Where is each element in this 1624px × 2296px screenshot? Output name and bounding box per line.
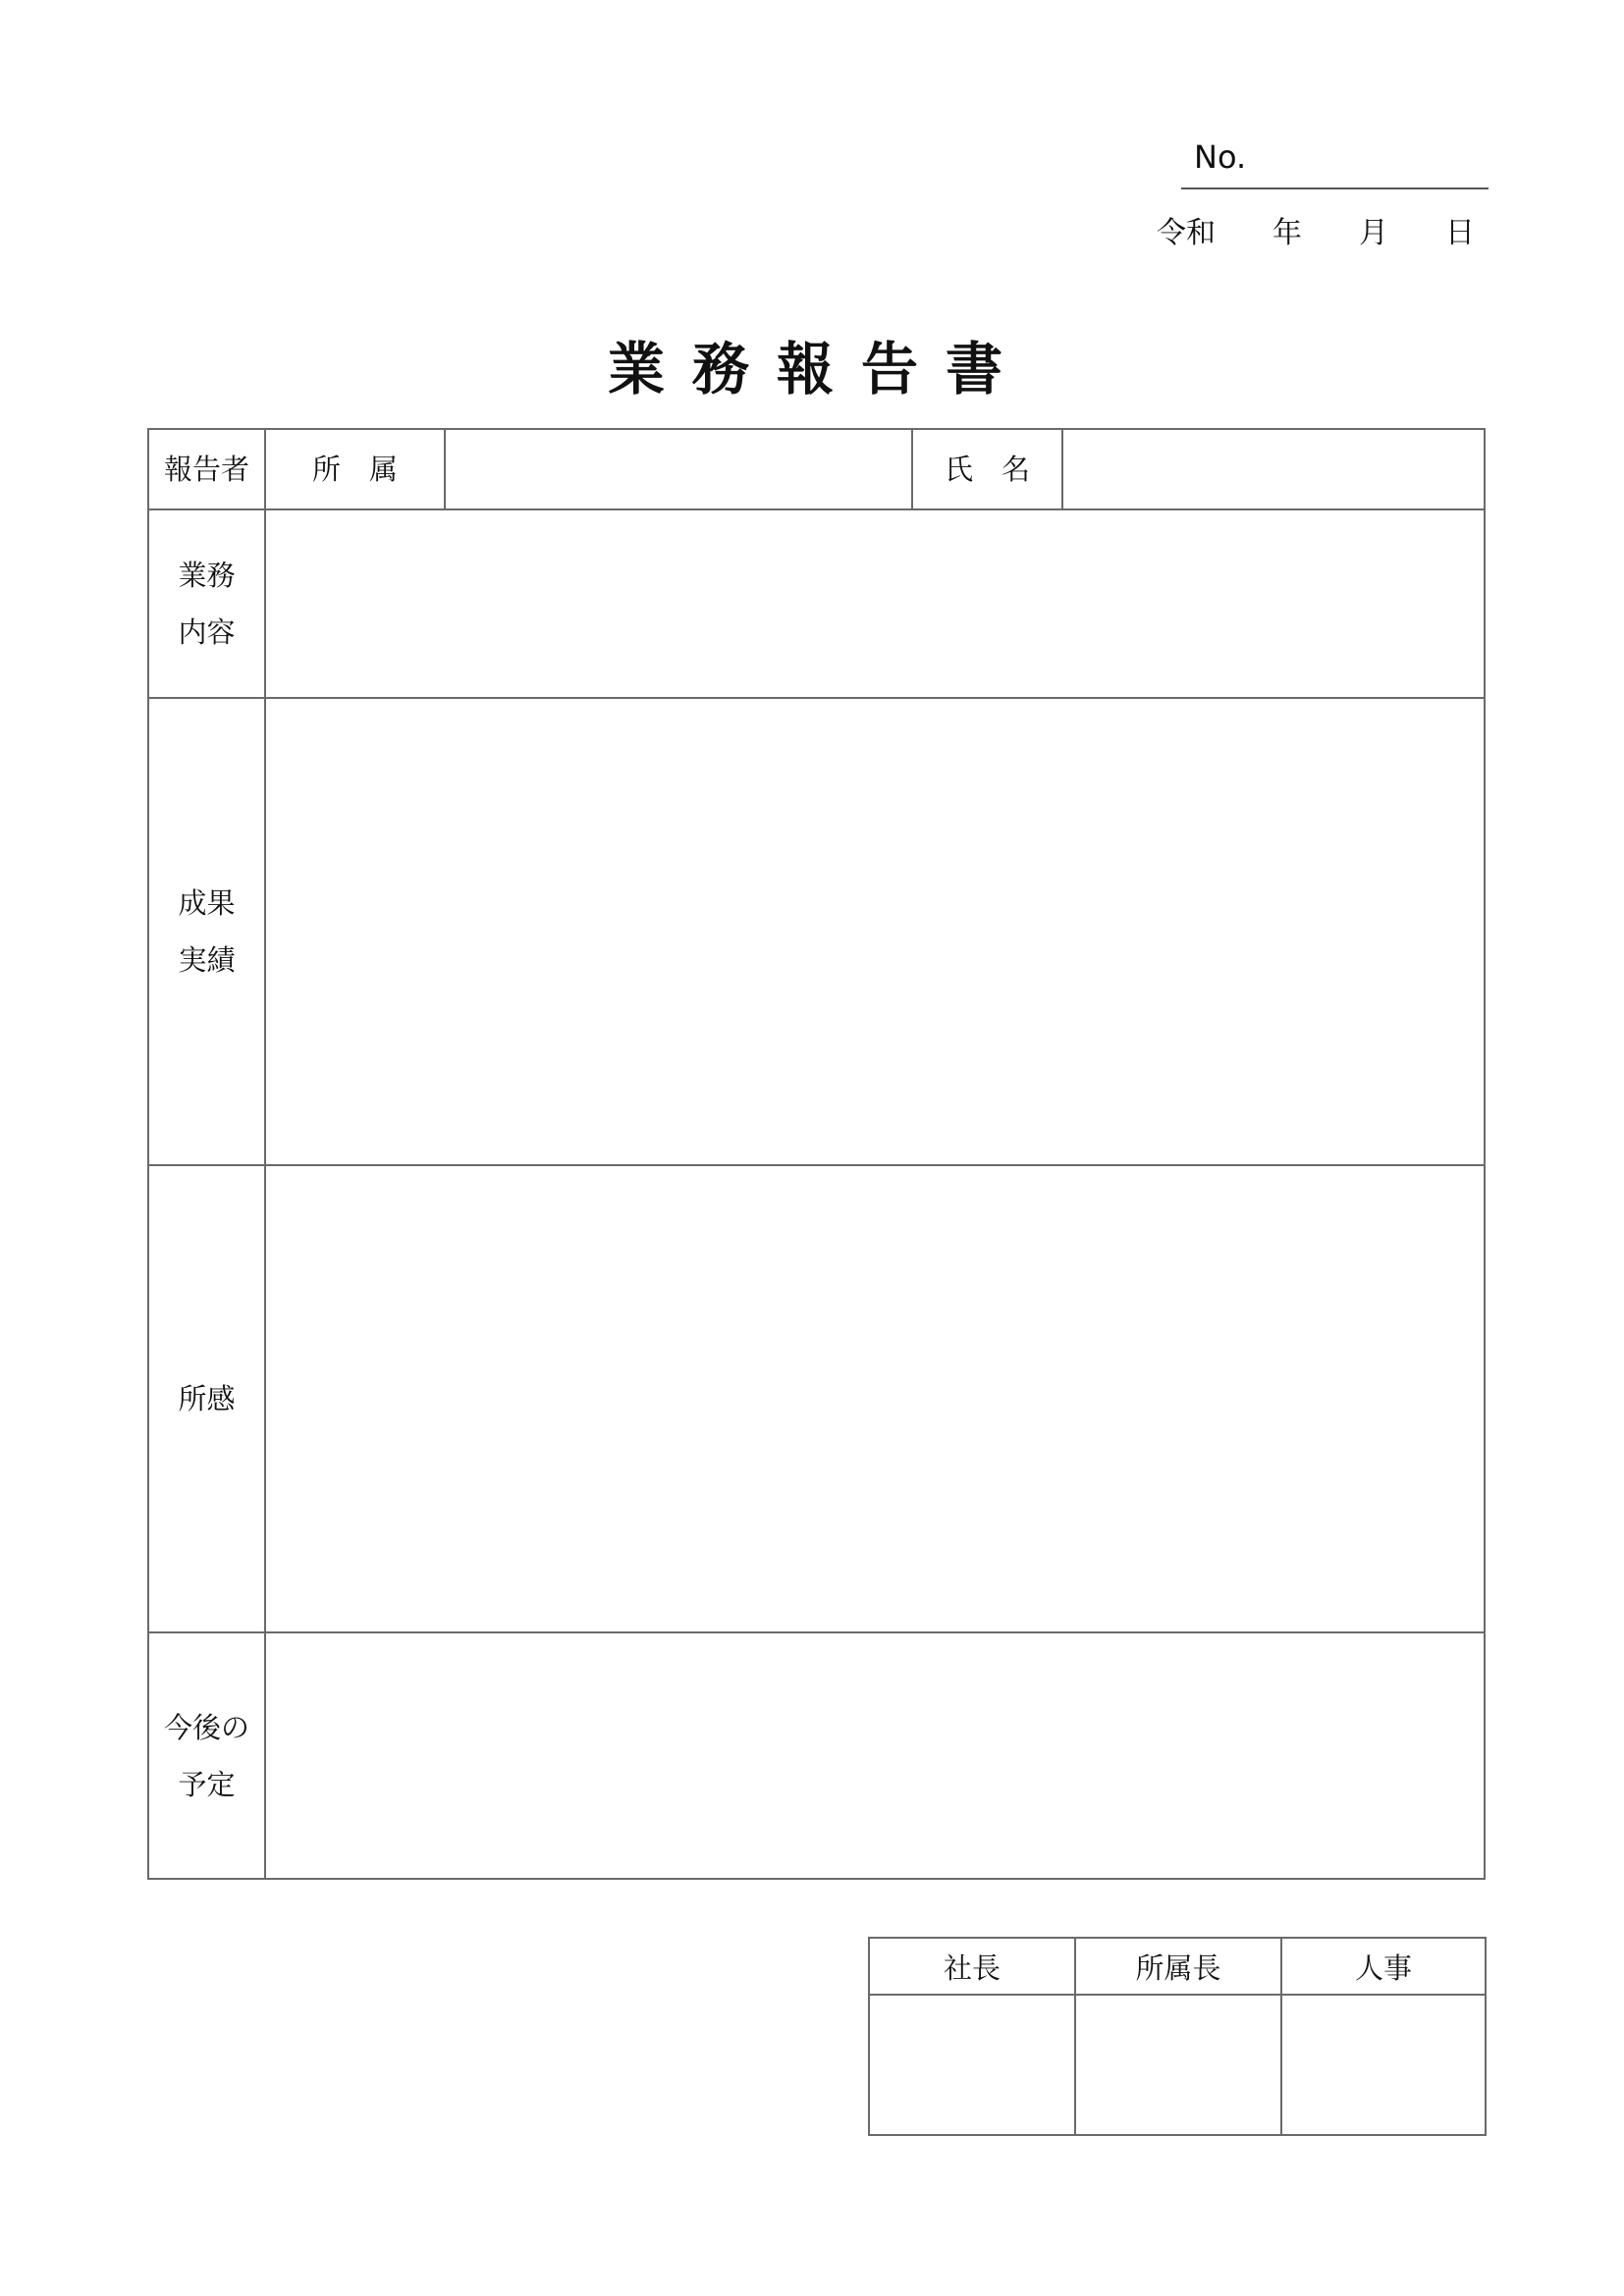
label-line: 内容 bbox=[178, 615, 236, 649]
approval-header-president: 社長 bbox=[943, 1950, 1001, 1985]
results-label bbox=[149, 699, 264, 1164]
name-field[interactable] bbox=[1063, 430, 1484, 508]
reporter-label: 報告者 bbox=[163, 453, 249, 486]
document-number-label: No. bbox=[1194, 138, 1247, 176]
document-title: 業務報告書 bbox=[607, 336, 1030, 402]
impressions-field[interactable] bbox=[266, 1166, 1484, 1631]
approval-stamp-president[interactable] bbox=[870, 1996, 1074, 2134]
label-line: 業務 bbox=[178, 559, 236, 592]
date-year-label: 年 bbox=[1272, 216, 1302, 250]
results-field[interactable] bbox=[266, 699, 1484, 1164]
report-form-table bbox=[147, 428, 1486, 1880]
label-line: 成果 bbox=[178, 886, 236, 920]
date-day-label: 日 bbox=[1445, 216, 1475, 250]
approval-table bbox=[868, 1937, 1487, 2136]
label-line: 今後の bbox=[163, 1710, 249, 1744]
future-plans-field[interactable] bbox=[266, 1633, 1484, 1878]
future-plans-label bbox=[149, 1633, 264, 1878]
label-line: 予定 bbox=[178, 1767, 236, 1801]
date-month-label: 月 bbox=[1359, 216, 1388, 250]
approval-stamp-hr[interactable] bbox=[1282, 1996, 1485, 2134]
document-number-field[interactable] bbox=[1181, 187, 1489, 189]
label-line: 実績 bbox=[178, 943, 236, 977]
name-label: 氏 名 bbox=[944, 453, 1030, 486]
label-line: 所感 bbox=[178, 1382, 236, 1415]
approval-stamp-department-head[interactable] bbox=[1076, 1996, 1280, 2134]
approval-header-hr: 人事 bbox=[1354, 1950, 1412, 1985]
date-era: 令和 bbox=[1157, 216, 1216, 250]
business-content-field[interactable] bbox=[266, 510, 1484, 697]
department-label: 所 属 bbox=[311, 453, 398, 486]
department-field[interactable] bbox=[446, 430, 911, 508]
business-content-label bbox=[149, 510, 264, 697]
impressions-label bbox=[149, 1166, 264, 1631]
approval-header-department-head: 所属長 bbox=[1135, 1950, 1221, 1985]
